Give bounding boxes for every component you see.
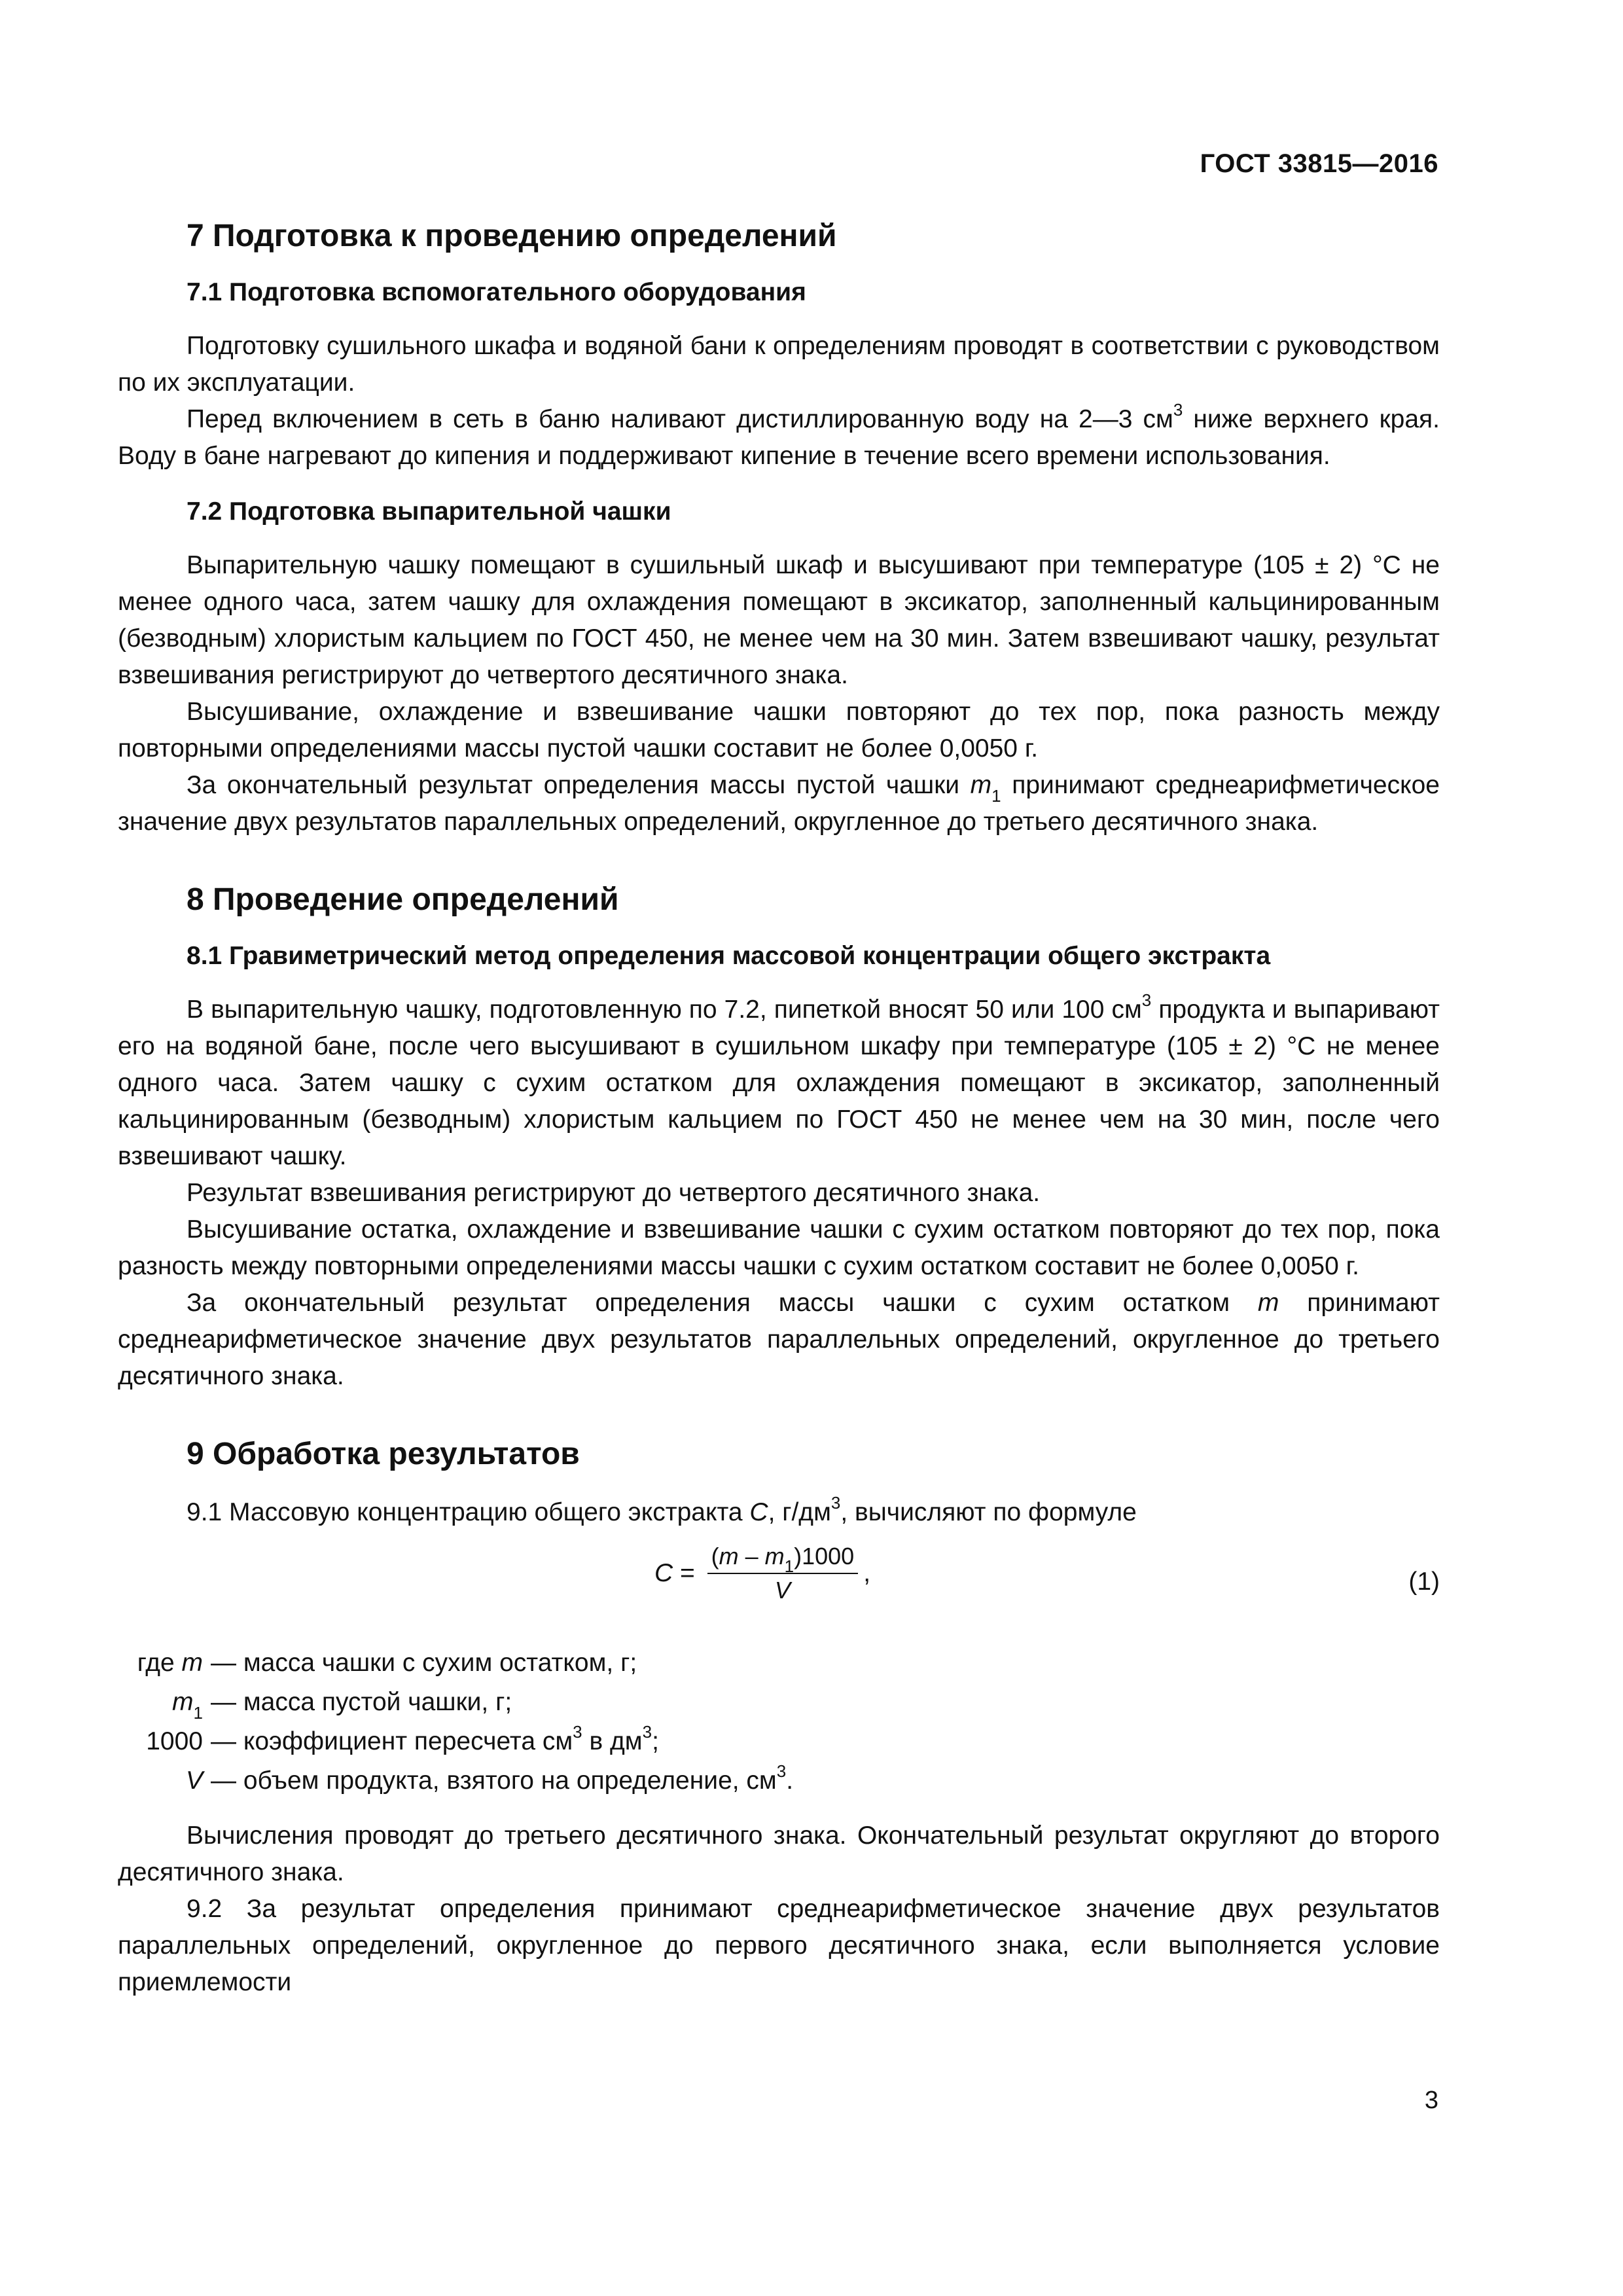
legend-row-m1: $m_1$ — масса пустой чашки, г; [172, 1688, 512, 1723]
section-8-title: 8 Проведение определений [187, 882, 619, 917]
page-content [118, 216, 1440, 2001]
paragraph-7-2-3: За окончательный результат определения массы пустой чашки $m_1$ принимают среднеарифметическое значение двух результатов параллельных определений, округленное до третьего десятичного знака. [118, 770, 1440, 836]
formula-numerator: $(m - m_1)1000$ [707, 1543, 859, 1574]
paragraph-9-2: 9.2 За результат определения принимают среднеарифметическое значение двух результатов параллельных определений, округленное до первого десятичного знака, если выполняется условие приемлемости [118, 1895, 1440, 1997]
formula-equals: = [673, 1559, 702, 1588]
document-code: ГОСТ 33815—2016 [1200, 149, 1438, 178]
paragraph-7-1-2: Перед включением в сеть в баню наливают дистиллированную воду на 2—3 $см^3$ ниже верхнего края. Воду в бане нагревают до кипения и поддерживают кипение в течение всего времени использования. [118, 400, 1440, 471]
formula-denominator: V [774, 1577, 791, 1604]
legend-row-v: V — объем продукта, взятого на определение, $см^3$. [185, 1761, 794, 1795]
paragraph-7-2-1: Выпарительную чашку помещают в сушильный шкаф и высушивают при температуре (105 ± 2) °С не менее одного часа, затем чашку для охлаждения помещают в эксикатор, заполненный кальцинированным (безводным) хлористым кальцием по ГОСТ 450, не менее чем на 30 мин. Затем взвешивают чашку, результат взвешивания регистрируют до четвертого десятичного знака. [118, 550, 1440, 689]
legend-row-1000: 1000 — коэффициент пересчета $см^3$ в $дм^3$; [146, 1722, 659, 1756]
section-9-title: 9 Обработка результатов [187, 1436, 580, 1471]
legend-row-m: где m — масса чашки с сухим остатком, г; [137, 1649, 637, 1677]
section-7-1-title: 7.1 Подготовка вспомогательного оборудования [187, 278, 806, 307]
formula-lhs: C [654, 1559, 673, 1588]
paragraph-8-1-4: За окончательный результат определения массы чашки с сухим остатком m принимают среднеарифметическое значение двух результатов параллельных определений, округленное до третьего десятичного знака. [118, 1288, 1440, 1390]
paragraph-8-1-2: Результат взвешивания регистрируют до четвертого десятичного знака. [187, 1178, 1041, 1207]
paragraph-calc: Вычисления проводят до третьего десятичного знака. Окончательный результат округляют до второго десятичного знака. [118, 1821, 1440, 1887]
paragraph-7-1-1: Подготовку сушильного шкафа и водяной бани к определениям проводят в соответствии с руководством по их эксплуатации. [118, 332, 1440, 397]
formula-legend [49, 1643, 1440, 1801]
paragraph-8-1-3: Высушивание остатка, охлаждение и взвешивание чашки с сухим остатком повторяют до тех пор, пока разность между повторными определениями массы чашки с сухим остатком составит не более 0,0050 г. [118, 1215, 1440, 1280]
paragraph-8-1-1: В выпарительную чашку, подготовленную по 7.2, пипеткой вносят 50 или 100 $см^3$ продукта и выпаривают его на водяной бане, после чего высушивают в сушильном шкафу при температуре (105 ± 2) °С не менее одного часа. Затем чашку с сухим остатком для охлаждения помещают в эксикатор, заполненный кальцинированным (безводным) хлористым кальцием по ГОСТ 450 не менее чем на 30 мин, после чего взвешивают чашку. [118, 990, 1440, 1170]
formula-fraction [707, 1543, 859, 1604]
paragraph-9-1: 9.1 Массовую концентрацию общего экстракта С, $г/дм^3$, вычисляют по формуле [187, 1493, 1137, 1527]
paragraph-7-2-2: Высушивание, охлаждение и взвешивание чашки повторяют до тех пор, пока разность между повторными определениями массы пустой чашки составит не более 0,0050 г. [118, 697, 1440, 762]
page-number: 3 [1424, 2087, 1438, 2114]
formula-number: (1) [1408, 1568, 1440, 1596]
formula-1 [118, 1543, 1440, 1628]
section-7-title: 7 Подготовка к проведению определений [187, 219, 837, 253]
formula-comma: , [863, 1559, 871, 1588]
section-8-1-title: 8.1 Гравиметрический метод определения массовой концентрации общего экстракта [187, 942, 1271, 971]
formula-expression [654, 1543, 870, 1604]
section-7-2-title: 7.2 Подготовка выпарительной чашки [187, 497, 671, 526]
